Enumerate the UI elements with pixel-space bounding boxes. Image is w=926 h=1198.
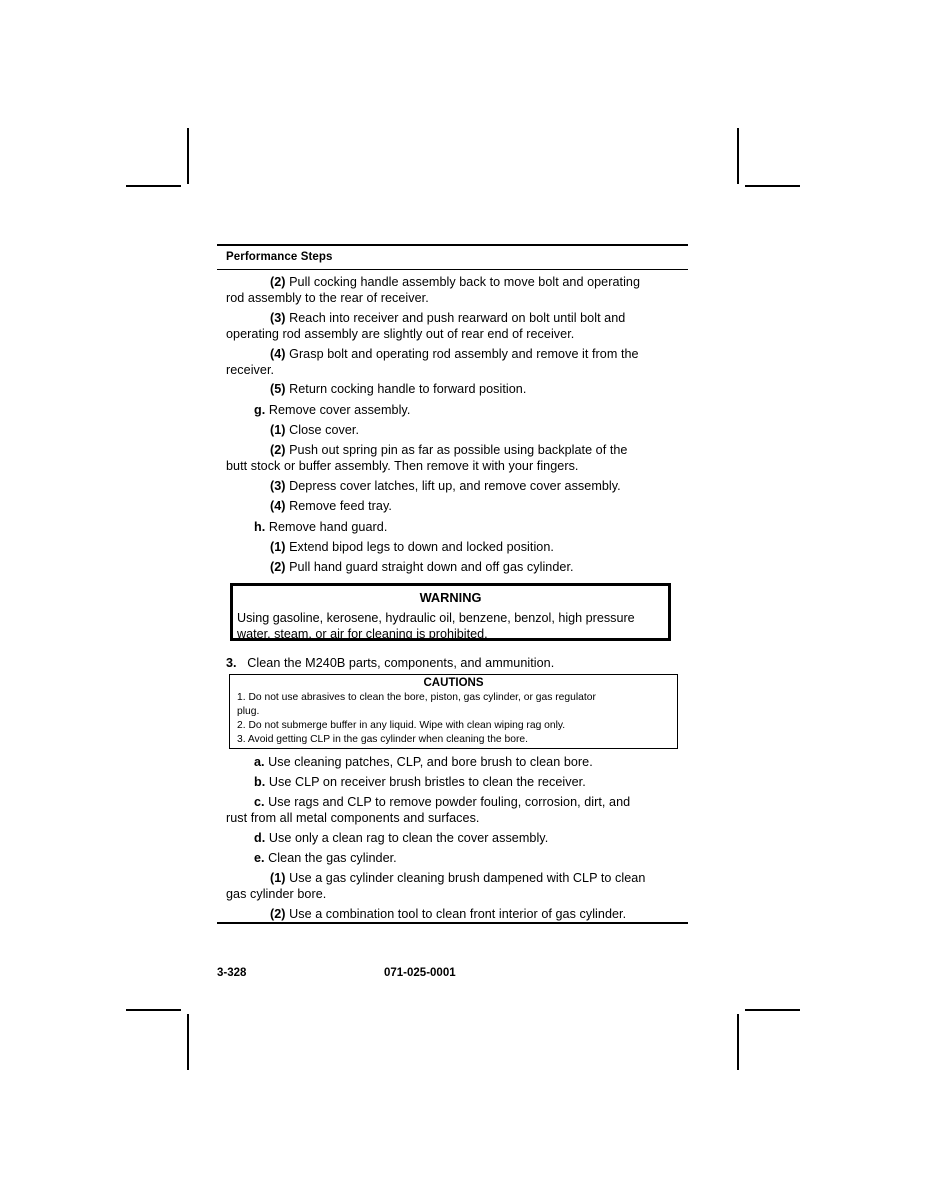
step-first-line <box>226 443 678 459</box>
step-item <box>226 540 678 556</box>
step-item <box>226 851 678 867</box>
header-bottom-rule <box>217 269 688 270</box>
step-first-line <box>226 775 678 791</box>
step-marker: (2) <box>270 275 286 289</box>
step-text: Remove hand guard. <box>265 520 388 534</box>
crop-mark-top-left-vertical <box>187 128 189 184</box>
step-continuation: rust from all metal components and surfaces. <box>226 810 480 825</box>
step-marker: (4) <box>270 347 286 361</box>
step-first-line <box>226 755 678 771</box>
step-first-line <box>226 831 678 847</box>
crop-mark-top-left-horizontal <box>126 185 181 187</box>
step-item <box>226 479 678 495</box>
step-marker: (5) <box>270 382 286 396</box>
step-item <box>226 560 678 576</box>
step-text: Push out spring pin as far as possible using backplate of the <box>285 443 628 457</box>
step-text: Use only a clean rag to clean the cover assembly. <box>265 831 549 845</box>
step-text: Close cover. <box>285 423 359 437</box>
step-item <box>226 311 678 342</box>
step-first-line <box>226 520 678 536</box>
step-first-line <box>226 560 678 576</box>
step-item <box>226 347 678 378</box>
step-text: Remove feed tray. <box>285 499 392 513</box>
header-top-rule <box>217 244 688 246</box>
footer-task-number: 071-025-0001 <box>384 967 456 979</box>
step-item <box>226 275 678 306</box>
step-text: Pull cocking handle assembly back to move bolt and operating <box>285 275 641 289</box>
step-text: Use CLP on receiver brush bristles to clean the receiver. <box>265 775 586 789</box>
warning-text <box>237 611 667 642</box>
step-continuation: operating rod assembly are slightly out of rear end of receiver. <box>226 326 575 341</box>
step-text: Use a gas cylinder cleaning brush dampened with CLP to clean <box>285 871 646 885</box>
cautions-box <box>229 674 678 749</box>
step-item <box>226 382 678 398</box>
step-first-line <box>226 403 678 419</box>
step-item <box>226 423 678 439</box>
step-item <box>226 403 678 419</box>
step-text: Depress cover latches, lift up, and remove cover assembly. <box>285 479 621 493</box>
step-first-line <box>226 540 678 556</box>
step-first-line <box>226 499 678 515</box>
step-marker: h. <box>254 520 266 534</box>
step-item <box>226 443 678 474</box>
step-first-line <box>226 275 678 291</box>
step-first-line <box>226 347 678 363</box>
crop-mark-top-right-horizontal <box>745 185 800 187</box>
step-text: Extend bipod legs to down and locked position. <box>285 540 554 554</box>
step-text: Use rags and CLP to remove powder fouling, corrosion, dirt, and <box>264 795 631 809</box>
step-first-line <box>226 795 678 811</box>
step-first-line <box>226 423 678 439</box>
step-first-line <box>226 479 678 495</box>
step-text: Grasp bolt and operating rod assembly and remove it from the <box>285 347 639 361</box>
warning-line-2: water, steam, or air for cleaning is prohibited. <box>237 626 488 641</box>
step-marker: b. <box>254 775 266 789</box>
step-marker: g. <box>254 403 266 417</box>
step-marker: c. <box>254 795 265 809</box>
step-marker: (4) <box>270 499 286 513</box>
step-first-line <box>226 907 678 923</box>
step-text: Return cocking handle to forward position. <box>285 382 527 396</box>
step-text: Clean the gas cylinder. <box>264 851 397 865</box>
crop-mark-bottom-right-horizontal <box>745 1009 800 1011</box>
caution-line: 3. Avoid getting CLP in the gas cylinder when cleaning the bore. <box>237 734 528 745</box>
caution-line: 2. Do not submerge buffer in any liquid. Wipe with clean wiping rag only. <box>237 720 566 731</box>
warning-box <box>230 583 671 641</box>
step-marker: (3) <box>270 479 286 493</box>
step-item <box>226 520 678 536</box>
step-marker: a. <box>254 755 265 769</box>
step-item <box>226 795 678 826</box>
crop-mark-bottom-left-horizontal <box>126 1009 181 1011</box>
step-marker: (2) <box>270 907 286 921</box>
caution-line: plug. <box>237 706 260 717</box>
content-bottom-rule <box>217 922 688 924</box>
crop-mark-top-right-vertical <box>737 128 739 184</box>
step-first-line <box>226 311 678 327</box>
step-marker: (2) <box>270 560 286 574</box>
step-3-marker: 3. <box>226 656 237 670</box>
caution-line: 1. Do not use abrasives to clean the bore, piston, gas cylinder, or gas regulator <box>237 692 596 703</box>
step-item <box>226 775 678 791</box>
step-first-line <box>226 851 678 867</box>
step-marker: (3) <box>270 311 286 325</box>
step-marker: (1) <box>270 423 286 437</box>
step-text: Use a combination tool to clean front interior of gas cylinder. <box>285 907 627 921</box>
step-continuation: rod assembly to the rear of receiver. <box>226 290 429 305</box>
step-item <box>226 907 678 923</box>
step-text: Pull hand guard straight down and off gas cylinder. <box>285 560 574 574</box>
step-3 <box>226 656 678 672</box>
cautions-title: CAUTIONS <box>423 677 484 689</box>
crop-mark-bottom-left-vertical <box>187 1014 189 1070</box>
step-continuation: receiver. <box>226 362 275 377</box>
step-text: Remove cover assembly. <box>265 403 411 417</box>
step-marker: e. <box>254 851 265 865</box>
step-item <box>226 831 678 847</box>
step-continuation: butt stock or buffer assembly. Then remove it with your fingers. <box>226 458 579 473</box>
footer-page-number: 3-328 <box>217 967 247 979</box>
step-text: Use cleaning patches, CLP, and bore brush to clean bore. <box>264 755 593 769</box>
step-item <box>226 871 678 902</box>
step-first-line <box>226 382 678 398</box>
section-header: Performance Steps <box>226 251 333 263</box>
step-item <box>226 755 678 771</box>
step-marker: (2) <box>270 443 286 457</box>
step-item <box>226 499 678 515</box>
step-3-text: Clean the M240B parts, components, and ammunition. <box>247 656 555 670</box>
crop-mark-bottom-right-vertical <box>737 1014 739 1070</box>
step-text: Reach into receiver and push rearward on bolt until bolt and <box>285 311 626 325</box>
step-marker: (1) <box>270 540 286 554</box>
step-first-line <box>226 871 678 887</box>
step-marker: d. <box>254 831 266 845</box>
step-continuation: gas cylinder bore. <box>226 886 327 901</box>
warning-line-1: Using gasoline, kerosene, hydraulic oil, benzene, benzol, high pressure <box>237 611 635 625</box>
step-marker: (1) <box>270 871 286 885</box>
warning-title: WARNING <box>419 590 482 605</box>
